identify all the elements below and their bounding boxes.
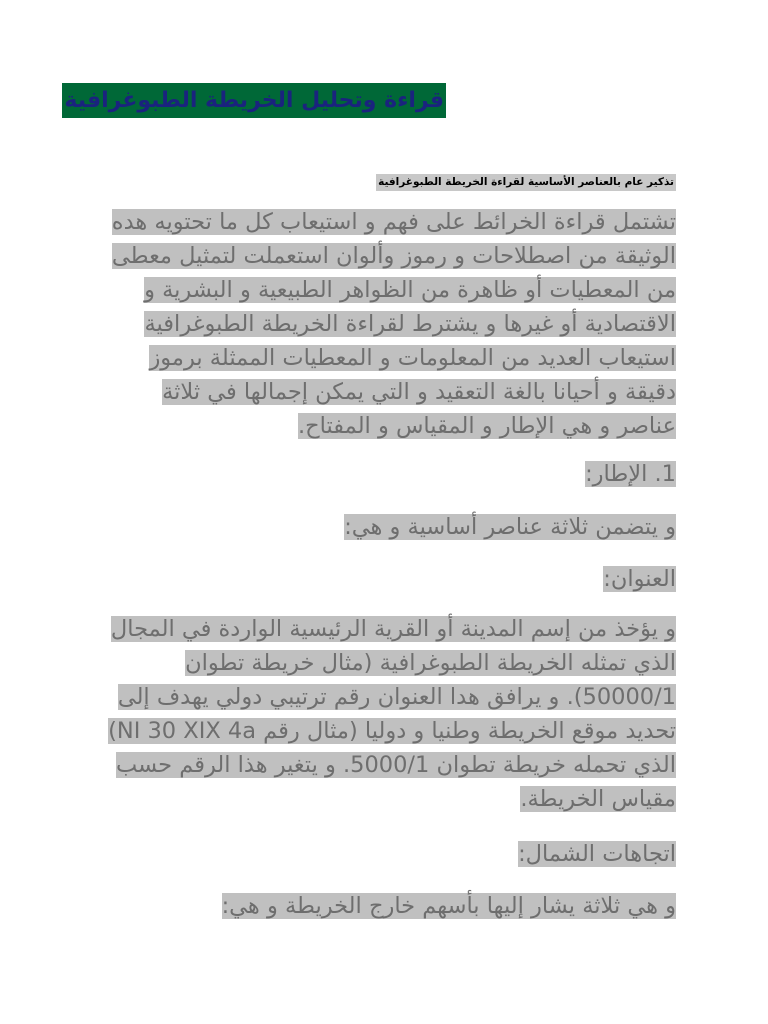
north-directions-heading — [100, 836, 676, 872]
north-directions-heading-text: اتجاهات الشمال: — [518, 841, 676, 867]
frame-heading — [100, 456, 676, 492]
page-title: قراءة وتحليل الخريطة الطبوغرافية — [62, 83, 446, 118]
frame-description — [100, 509, 676, 545]
title-container — [64, 83, 446, 118]
title-section-heading — [100, 561, 676, 597]
page-subtitle: تذكير عام بالعناصر الأساسية لقراءة الخريطة الطبوغرافية — [376, 174, 676, 191]
north-directions-description — [100, 888, 676, 924]
intro-paragraph — [100, 205, 676, 443]
north-directions-description-text: و هي ثلاثة يشار إليها بأسهم خارج الخريطة و هي: — [221, 893, 676, 919]
frame-description-text: و يتضمن ثلاثة عناصر أساسية و هي: — [344, 514, 676, 540]
intro-text: تشتمل قراءة الخرائط على فهم و استيعاب كل ما تحتويه هده الوثيقة من اصطلاحات و رموز وألوان استعملت لتمثيل معطى من المعطيات أو ظاهرة من الظواهر الطبيعية و البشرية و الاقتصادية أو غيرها و يشترط لقراءة الخريطة الطبوغرافية استيعاب العديد من المعلومات و المعطيات الممثلة برموز دقيقة و أحيانا بالغة التعقيد و التي يمكن إجمالها في ثلاثة عناصر و هي الإطار و المقياس و المفتاح. — [111, 209, 676, 439]
frame-heading-text: 1. الإطار: — [585, 461, 676, 487]
subtitle-container — [376, 170, 676, 191]
title-section-paragraph-text: و يؤخذ من إسم المدينة أو القرية الرئيسية الواردة في المجال الذي تمثله الخريطة الطبوغرافية (مثال خريطة تطوان 50000/1). و يرافق هدا العنوان رقم ترتيبي دولي يهدف إلى تحديد موقع الخريطة وطنيا و دوليا (مثال رقم NI 30 XIX 4a) الذي تحمله خريطة تطوان 5000/1. و يتغير هذا الرقم حسب مقياس الخريطة. — [108, 616, 676, 812]
title-section-heading-text: العنوان: — [603, 566, 676, 592]
title-section-paragraph — [100, 612, 676, 816]
